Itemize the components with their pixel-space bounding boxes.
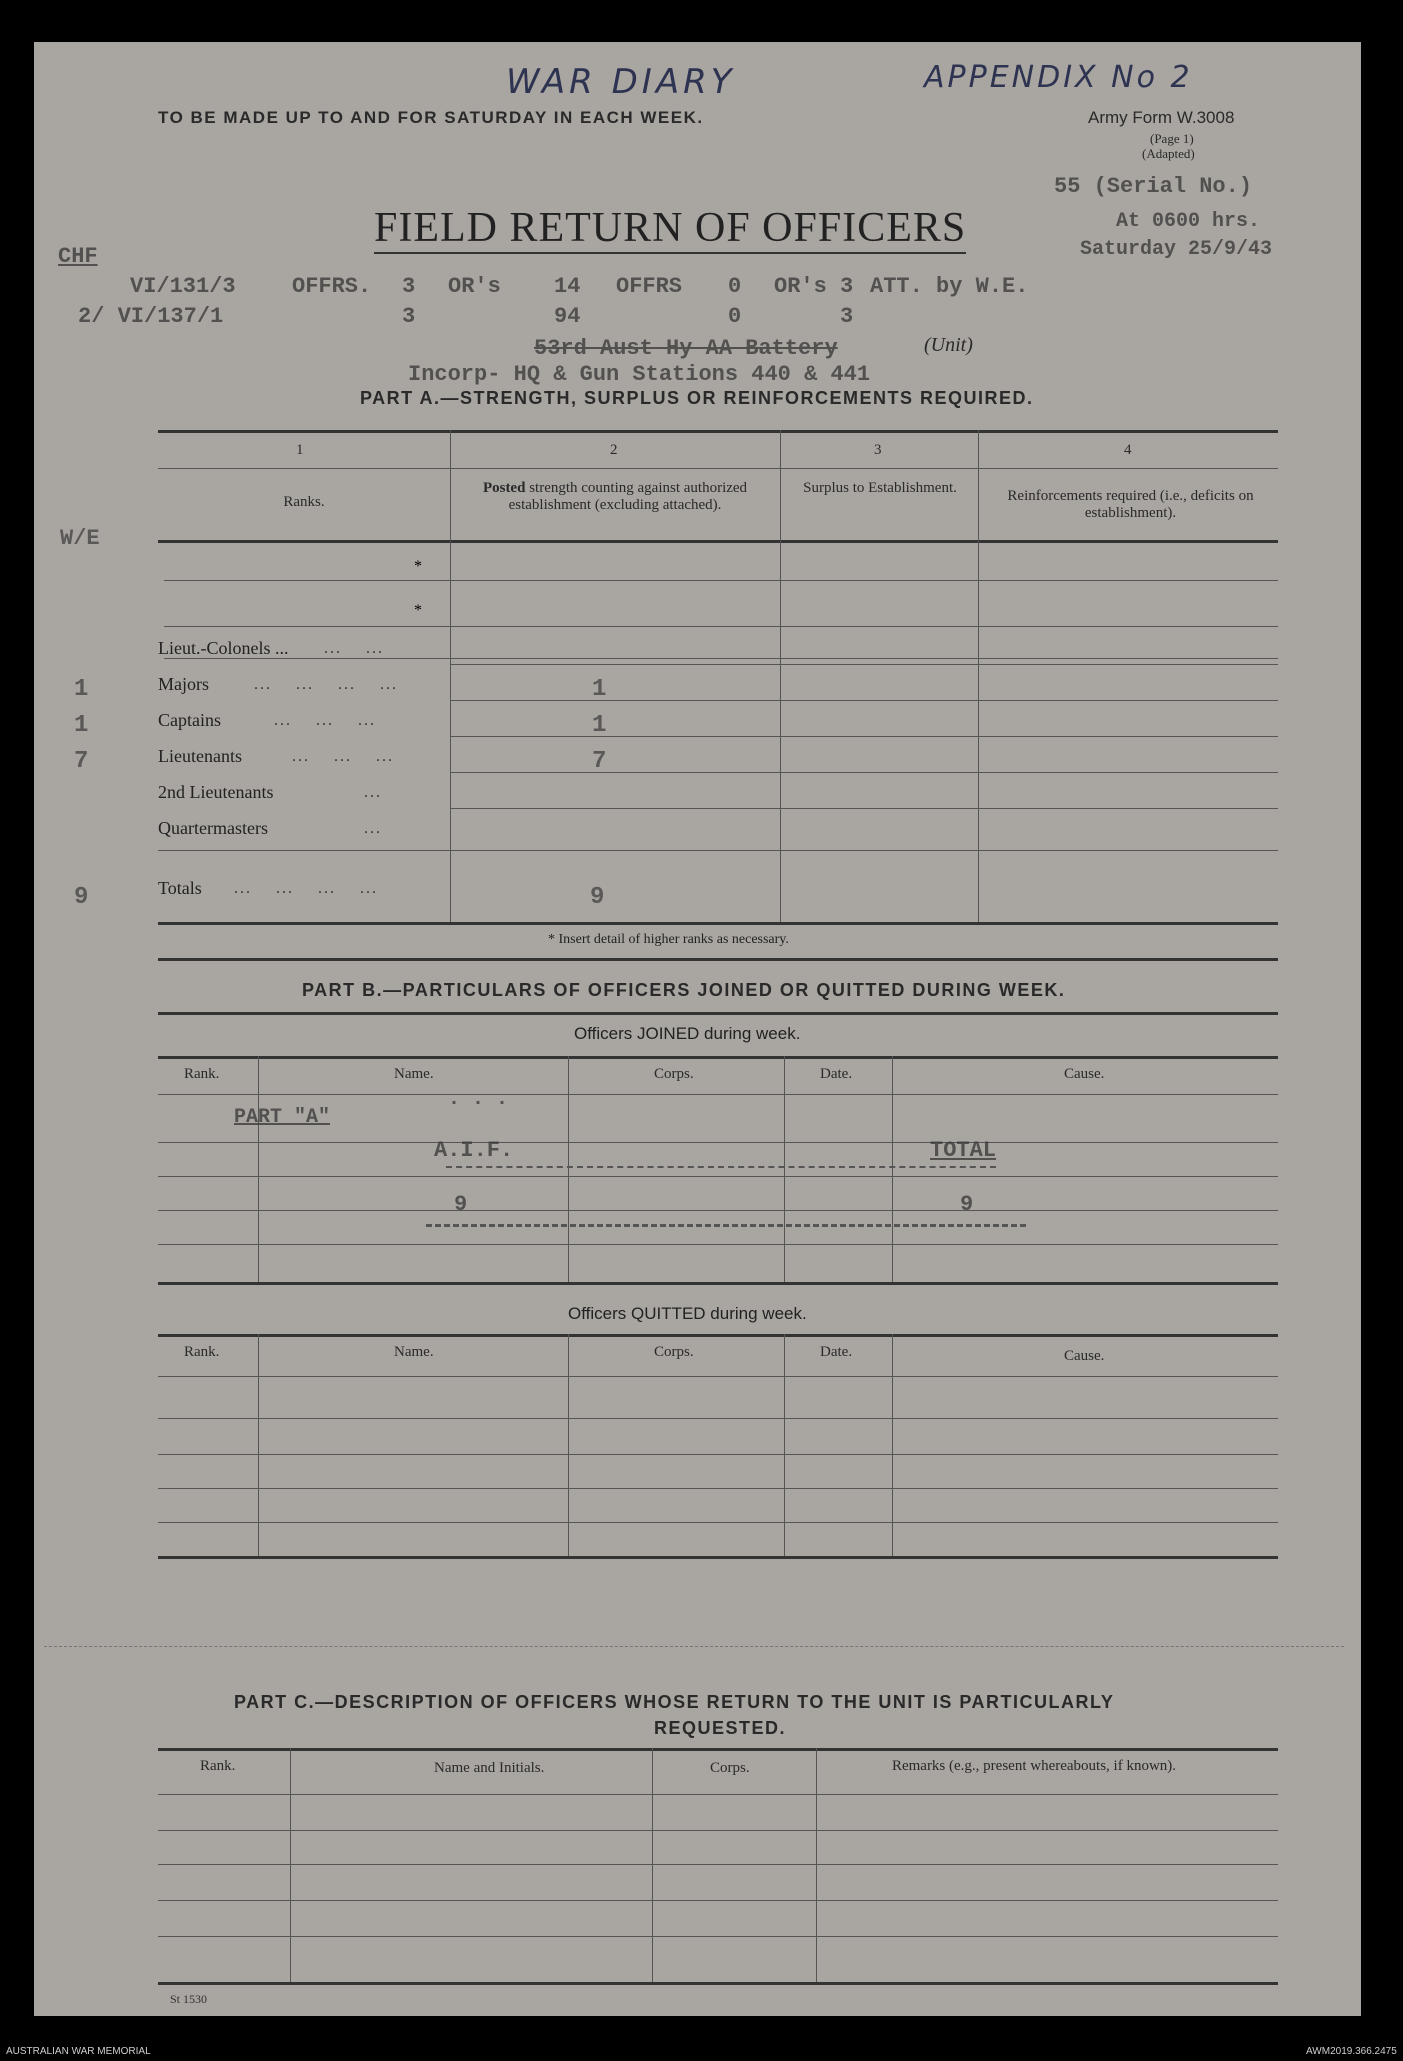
part-c-title-line2: REQUESTED. bbox=[654, 1718, 787, 1738]
return-date: Saturday 25/9/43 bbox=[1080, 238, 1273, 261]
posted-captains: 1 bbox=[592, 712, 607, 739]
posted-majors: 1 bbox=[592, 676, 607, 703]
joined-col-cause: Cause. bbox=[1064, 1066, 1105, 1082]
quitted-col-name: Name. bbox=[394, 1344, 434, 1360]
col-head-reinforcements: Reinforcements required (i.e., deficits on establishment). bbox=[1007, 488, 1254, 521]
col-number-1: 1 bbox=[296, 442, 304, 458]
serial-number: 55 (Serial No.) bbox=[1054, 174, 1253, 199]
summary-offrs-label: OFFRS. bbox=[292, 274, 372, 299]
quitted-col-rank: Rank. bbox=[184, 1344, 220, 1360]
summary-att: ATT. by W.E. bbox=[870, 274, 1029, 299]
handwritten-war-diary: WAR DIARY bbox=[506, 62, 736, 102]
col-head-surplus: Surplus to Establishment. bbox=[803, 480, 957, 496]
summary-ors-2: 94 bbox=[554, 304, 581, 329]
return-time: At 0600 hrs. bbox=[1116, 210, 1261, 233]
typed-part-a: PART "A" bbox=[234, 1106, 331, 1129]
joined-title: Officers JOINED during week. bbox=[574, 1024, 801, 1043]
col-number-2: 2 bbox=[610, 442, 618, 458]
summary-offrs2: 0 bbox=[728, 274, 742, 299]
typed-aif: A.I.F. bbox=[434, 1138, 514, 1163]
summary-ors2: 3 bbox=[840, 274, 854, 299]
quitted-title: Officers QUITTED during week. bbox=[568, 1304, 807, 1323]
joined-col-date: Date. bbox=[820, 1066, 853, 1082]
handwritten-appendix: APPENDIX No 2 bbox=[924, 60, 1193, 95]
rank-lieutenants: Lieutenants bbox=[158, 746, 242, 766]
unit-label: (Unit) bbox=[924, 334, 973, 356]
we-lieutenants: 7 bbox=[74, 748, 89, 775]
summary-ors: 14 bbox=[554, 274, 581, 299]
form-paper: WAR DIARY APPENDIX No 2 TO BE MADE UP TO AND FOR SATURDAY IN EACH WEEK. Army Form W.3008 (Page 1) (Adapted) 55 (Serial No.) At 0600 hrs. Saturday 25/9/43 FIELD RETURN OF OFFICERS CHF VI/131/3 OFFRS. 3 OR's 14 OFFRS 0 OR's 3 ATT. by W.E. 2/ VI/137/1 3 94 0 3 53rd Aust Hy AA Battery (Unit) Incorp- HQ & Gun Stations 440 & 441 PART A.—STRENGTH, SURPLUS OR REINFORCEMENTS REQUIRED. 1 2 3 4 Ranks. Posted strength counting against authorized establishment (excluding attached). Surplus to Establishment. Reinforcements required (i.e., deficits on establishment). W/E * * Lieut.-Colonels ... ... ... Majors ... ... ... ... 1 1 Captains ... ... ... 1 1 Lieutenants ... ... ... 7 7 2nd Lieutenants ... Quartermasters ... Totals ... ... ... ... 9 9 * Insert detail of higher ranks as necessary. PART B.—PARTICULARS OF OFFICERS JOINED OR QUITTED DURING WEEK. Officers JOINED during week. Rank. Name. Corps. Date. Cause. PART "A" . . . A.I.F. TOTAL 9 9 Officers QUITTED during week. Rank. Name. Corps. Date. Cause. PART C.—DESCRIPTION OF OFFICERS WHOSE RETURN TO THE UNIT IS PARTICULARLY REQUESTED. Rank. Name and Initials. Corps. Remarks (e.g., present whereabouts, if known). St 1530 bbox=[34, 42, 1361, 2016]
unit-incorp: Incorp- HQ & Gun Stations 440 & 441 bbox=[408, 362, 871, 387]
typed-nine-2: 9 bbox=[960, 1192, 974, 1217]
partc-col-rank: Rank. bbox=[200, 1758, 236, 1774]
part-a-title: PART A.—STRENGTH, SURPLUS OR REINFORCEMENTS REQUIRED. bbox=[360, 388, 1034, 408]
part-c-title-line1: PART C.—DESCRIPTION OF OFFICERS WHOSE RETURN TO THE UNIT IS PARTICULARLY bbox=[234, 1692, 1115, 1712]
summary-offrs: 3 bbox=[402, 274, 416, 299]
we-majors: 1 bbox=[74, 676, 89, 703]
asterisk-1: * bbox=[414, 558, 422, 575]
partc-col-remarks: Remarks (e.g., present whereabouts, if known). bbox=[891, 1758, 1177, 1774]
col-head-posted: Posted strength counting against authorized establishment (excluding attached). bbox=[482, 480, 748, 513]
we-totals: 9 bbox=[74, 884, 89, 911]
rank-totals: Totals bbox=[158, 878, 202, 898]
footer-item-id: AWM2019.366.2475 bbox=[1306, 2046, 1397, 2057]
army-form-number: Army Form W.3008 bbox=[1088, 108, 1235, 127]
quitted-col-date: Date. bbox=[820, 1344, 853, 1360]
rank-dots: ... ... bbox=[324, 640, 384, 657]
print-code: St 1530 bbox=[170, 1992, 208, 2006]
form-title: FIELD RETURN OF OFFICERS bbox=[374, 204, 966, 254]
rank-2nd-lieutenants: 2nd Lieutenants bbox=[158, 782, 274, 802]
quitted-col-corps: Corps. bbox=[654, 1344, 694, 1360]
margin-we-label: W/E bbox=[60, 526, 100, 551]
part-b-title: PART B.—PARTICULARS OF OFFICERS JOINED OR QUITTED DURING WEEK. bbox=[302, 980, 1066, 1000]
unit-name: 53rd Aust Hy AA Battery bbox=[534, 336, 838, 361]
quitted-col-cause: Cause. bbox=[1064, 1348, 1105, 1364]
we-captains: 1 bbox=[74, 712, 89, 739]
part-a-footnote: * Insert detail of higher ranks as necessary. bbox=[548, 932, 789, 947]
summary-offrs-2: 3 bbox=[402, 304, 416, 329]
joined-col-rank: Rank. bbox=[184, 1066, 220, 1082]
partc-col-name: Name and Initials. bbox=[434, 1760, 545, 1776]
col-number-3: 3 bbox=[874, 442, 882, 458]
summary-ors2-2: 3 bbox=[840, 304, 854, 329]
posted-lieutenants: 7 bbox=[592, 748, 607, 775]
partc-col-corps: Corps. bbox=[710, 1760, 750, 1776]
ch-label: CHF bbox=[58, 244, 98, 269]
summary-offrs2-2: 0 bbox=[728, 304, 742, 329]
col-head-ranks: Ranks. bbox=[283, 494, 325, 510]
rank-lieut-colonels: Lieut.-Colonels ... bbox=[158, 638, 289, 658]
joined-col-name: Name. bbox=[394, 1066, 434, 1082]
typed-total: TOTAL bbox=[930, 1138, 997, 1163]
typed-dots: . . . bbox=[448, 1088, 509, 1111]
summary-ors2-label: OR's bbox=[774, 274, 827, 299]
summary-ref-1: VI/131/3 bbox=[130, 274, 236, 299]
summary-offrs2-label: OFFRS bbox=[616, 274, 683, 299]
typed-nine-1: 9 bbox=[454, 1192, 468, 1217]
rank-quartermasters: Quartermasters bbox=[158, 818, 268, 838]
summary-ors-label: OR's bbox=[448, 274, 501, 299]
footer-archive-name: AUSTRALIAN WAR MEMORIAL bbox=[6, 2046, 151, 2057]
asterisk-2: * bbox=[414, 602, 422, 619]
page-number: (Page 1) bbox=[1150, 131, 1194, 146]
adapted-label: (Adapted) bbox=[1142, 146, 1195, 161]
joined-col-corps: Corps. bbox=[654, 1066, 694, 1082]
posted-totals: 9 bbox=[590, 884, 605, 911]
rank-majors: Majors bbox=[158, 674, 209, 694]
instruction-text: TO BE MADE UP TO AND FOR SATURDAY IN EACH WEEK. bbox=[158, 108, 704, 127]
summary-ref-2: 2/ VI/137/1 bbox=[78, 304, 224, 329]
col-number-4: 4 bbox=[1124, 442, 1132, 458]
rank-captains: Captains bbox=[158, 710, 221, 730]
